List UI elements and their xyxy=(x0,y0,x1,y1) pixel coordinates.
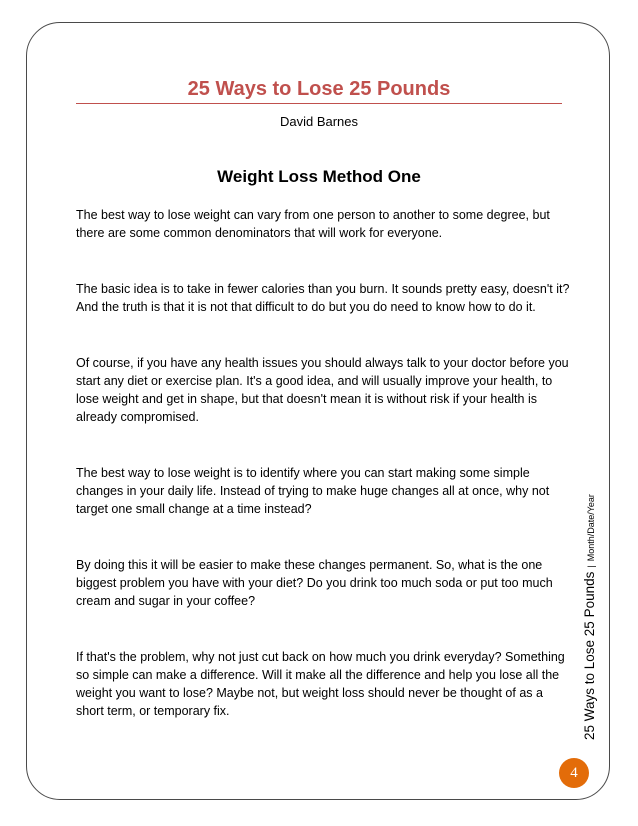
paragraph: The basic idea is to take in fewer calories than you burn. It sounds pretty easy, doesn't it? And the truth is that it is not that difficult to do but you do need to know how to do it. xyxy=(76,282,570,314)
author-name: David Barnes xyxy=(279,114,359,129)
body-text xyxy=(76,206,570,758)
paragraph: The best way to lose weight is to identify where you can start making some simple changes in your daily life. Instead of trying to make huge changes all at once, why not target one small change at a time instead? xyxy=(76,466,550,516)
section-heading: Weight Loss Method One xyxy=(217,167,421,186)
document-title: 25 Ways to Lose 25 Pounds xyxy=(187,78,451,100)
paragraph: By doing this it will be easier to make these changes permanent. So, what is the one biggest problem you have with your diet? Do you drink too much soda or put too much cream and sugar in your coffee? xyxy=(76,558,553,608)
vertical-running-header xyxy=(582,450,597,740)
paragraph: If that's the problem, why not just cut back on how much you drink everyday? Something so simple can make a difference. Will it make all the difference and help you lose all the weight you want to lose? Maybe not, but weight loss should never be thought of as a short term, or temporary fix. xyxy=(76,650,565,718)
running-header-separator: | xyxy=(586,565,596,568)
paragraph: The best way to lose weight can vary from one person to another to some degree, but there are some common denominators that will work for everyone. xyxy=(76,208,550,240)
paragraph: Of course, if you have any health issues you should always talk to your doctor before you start any diet or exercise plan. It's a good idea, and will usually improve your health, to lose weight and get in shape, but that doesn't mean it is without risk if your health is already compromised. xyxy=(76,356,569,424)
running-header-date: Month/Date/Year xyxy=(586,494,596,562)
title-underline xyxy=(76,103,562,104)
page-number-badge: 4 xyxy=(559,758,589,788)
running-header-title: 25 Ways to Lose 25 Pounds xyxy=(582,571,597,740)
